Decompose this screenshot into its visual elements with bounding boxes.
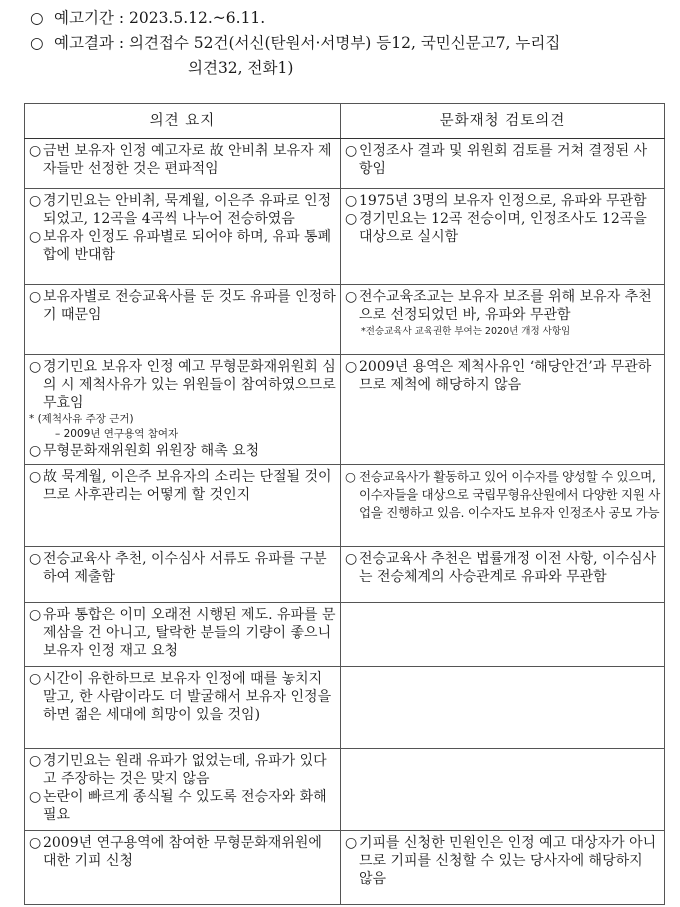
opinion-text: 시간이 유한하므로 보유자 인정에 때를 놓치지 말고, 한 사람이라도 더 발굴해서 보유자 인정을 하면 젊은 세대에 희망이 있을 것임) <box>43 671 332 723</box>
review-text: 1975년 3명의 보유자 인정으로, 유파와 무관함 <box>359 193 647 209</box>
table-row <box>25 749 665 831</box>
opinion-cell <box>25 749 341 831</box>
review-text: 전수교육조교는 보유자 보조를 위해 보유자 추천으로 선정되었던 바, 유파와 무관함 <box>359 289 652 323</box>
notice-period-line <box>30 6 670 31</box>
bullet-icon: ○ <box>29 143 42 159</box>
review-cell <box>341 831 665 905</box>
bullet-icon: ○ <box>345 289 358 305</box>
review-text: 경기민요는 12곡 전승이며, 인정조사도 12곡을 대상으로 실시함 <box>359 211 647 245</box>
review-cell-empty <box>341 667 665 749</box>
opinion-item <box>29 228 336 264</box>
opinion-text: 금번 보유자 인정 예고자로 故 안비취 보유자 제자들만 선정한 것은 편파적임 <box>43 143 332 177</box>
col-header-review: 문화재청 검토의견 <box>341 104 665 139</box>
review-item <box>345 834 660 888</box>
opinion-item <box>29 550 336 586</box>
review-cell <box>341 285 665 355</box>
opinion-cell <box>25 189 341 285</box>
bullet-icon: ○ <box>29 835 42 851</box>
result-label: 예고결과 : <box>54 34 125 52</box>
opinion-cell <box>25 285 341 355</box>
opinion-text: 故 묵계월, 이은주 보유자의 소리는 단절될 것이므로 사후관리는 어떻게 할 것인지 <box>43 469 332 503</box>
opinion-item <box>29 442 336 460</box>
opinion-cell <box>25 667 341 749</box>
review-text: 기피를 신청한 민원인은 인정 예고 대상자가 아니므로 기피를 신청할 수 있는 당사자에 해당하지 않음 <box>359 835 657 887</box>
bullet-icon: ○ <box>29 607 42 623</box>
bullet-icon: ○ <box>345 193 358 209</box>
opinion-text: 논란이 빠르게 종식될 수 있도록 전승자와 화해 필요 <box>43 789 327 823</box>
table-row <box>25 603 665 667</box>
review-text: 전승교육사가 활동하고 있어 이수자를 양성할 수 있으며, 이수자들을 대상으로 국립무형유산원에서 다양한 지원 사업을 진행하고 있음. 이수자도 보유자 인정조사 공모 가능 <box>359 469 660 520</box>
bullet-icon: ○ <box>345 469 356 484</box>
review-cell <box>341 355 665 465</box>
opinion-text: 경기민요는 원래 유파가 없었는데, 유파가 있다고 주장하는 것은 맞지 않음 <box>43 753 327 787</box>
opinion-cell <box>25 831 341 905</box>
bullet-icon: ○ <box>29 671 42 687</box>
col-header-opinion: 의견 요지 <box>25 104 341 139</box>
bullet-icon: ○ <box>29 289 42 305</box>
bullet-icon: ○ <box>345 551 358 567</box>
opinion-text: 경기민요는 안비취, 묵계월, 이은주 유파로 인정되었고, 12곡을 4곡씩 나누어 전승하였음 <box>43 193 332 227</box>
opinion-item <box>29 192 336 228</box>
bullet-icon: ○ <box>345 359 358 375</box>
bullet-icon: ○ <box>29 193 42 209</box>
bullet-icon: ○ <box>29 229 42 245</box>
opinion-text: 보유자 인정도 유파별로 되어야 하며, 유파 통폐합에 반대함 <box>43 229 332 263</box>
review-text: 인정조사 결과 및 위원회 검토를 거쳐 결정된 사항임 <box>359 143 648 177</box>
period-value: 2023.5.12.~6.11. <box>128 9 266 27</box>
table-row <box>25 355 665 465</box>
review-cell <box>341 189 665 285</box>
opinion-text: 전승교육사 추천, 이수심사 서류도 유파를 구분하여 제출함 <box>43 551 327 585</box>
opinion-cell <box>25 139 341 189</box>
opinion-text: 무형문화재위원회 위원장 해촉 요청 <box>43 443 260 459</box>
table-header-row <box>25 104 665 139</box>
opinion-footnote: * (제척사유 주장 근거) <box>29 413 134 425</box>
opinion-text: 2009년 연구용역에 참여한 무형문화재위원에 대한 기피 신청 <box>43 835 322 869</box>
opinion-item <box>29 358 336 412</box>
review-cell <box>341 547 665 603</box>
table-row <box>25 465 665 547</box>
opinion-footnote-detail: – 2009년 연구용역 참여자 <box>55 428 179 440</box>
opinion-cell <box>25 603 341 667</box>
period-bullet-icon: ○ <box>30 9 44 27</box>
result-value-line2: 의견32, 전화1) <box>188 59 294 77</box>
review-text: 2009년 용역은 제척사유인 ‘해당안건’과 무관하므로 제척에 해당하지 않음 <box>359 359 652 393</box>
review-item <box>345 550 660 586</box>
bullet-icon: ○ <box>345 835 358 851</box>
opinion-text: 유파 통합은 이미 오래전 시행된 제도. 유파를 문제삼을 건 아니고, 탈락한 분들의 기량이 좋으니 보유자 인정 재고 요청 <box>43 607 336 659</box>
opinion-item <box>29 468 336 504</box>
bullet-icon: ○ <box>345 143 358 159</box>
review-item <box>345 468 660 522</box>
opinion-item <box>29 752 336 788</box>
table-row <box>25 667 665 749</box>
opinion-item <box>29 142 336 178</box>
review-cell-empty <box>341 603 665 667</box>
bullet-icon: ○ <box>345 211 358 227</box>
notice-result-line <box>30 31 670 81</box>
review-cell <box>341 465 665 547</box>
bullet-icon: ○ <box>29 789 42 805</box>
review-item <box>345 192 660 210</box>
result-bullet-icon: ○ <box>30 34 44 52</box>
bullet-icon: ○ <box>29 551 42 567</box>
bullet-icon: ○ <box>29 443 42 459</box>
review-footnote: *전승교육사 교육권한 부여는 2020년 개정 사항임 <box>361 326 571 337</box>
opinion-item <box>29 670 336 724</box>
bullet-icon: ○ <box>29 359 42 375</box>
notice-header <box>30 6 670 81</box>
review-item <box>345 358 660 394</box>
review-item <box>345 210 660 246</box>
opinion-table <box>24 103 665 905</box>
table-row <box>25 831 665 905</box>
period-label: 예고기간 : <box>54 9 125 27</box>
bullet-icon: ○ <box>29 469 42 485</box>
table-row <box>25 547 665 603</box>
review-item <box>345 288 660 324</box>
table-row <box>25 139 665 189</box>
opinion-item <box>29 788 336 824</box>
opinion-item <box>29 288 336 324</box>
bullet-icon: ○ <box>29 753 42 769</box>
table-row <box>25 189 665 285</box>
opinion-cell <box>25 355 341 465</box>
table-row <box>25 285 665 355</box>
opinion-item <box>29 834 336 870</box>
review-cell-empty <box>341 749 665 831</box>
result-value-line1: 의견접수 52건(서신(탄원서·서명부) 등12, 국민신문고7, 누리집 <box>128 34 561 52</box>
review-item <box>345 142 660 178</box>
review-cell <box>341 139 665 189</box>
opinion-text: 보유자별로 전승교육사를 둔 것도 유파를 인정하기 때문임 <box>43 289 336 323</box>
opinion-text: 경기민요 보유자 인정 예고 무형문화재위원회 심의 시 제척사유가 있는 위원들이 참여하였으므로 무효임 <box>43 359 336 411</box>
review-text: 전승교육사 추천은 법률개정 이전 사항, 이수심사는 전승체계의 사승관계로 유파와 무관함 <box>359 551 657 585</box>
opinion-item <box>29 606 336 660</box>
opinion-cell <box>25 547 341 603</box>
opinion-cell <box>25 465 341 547</box>
